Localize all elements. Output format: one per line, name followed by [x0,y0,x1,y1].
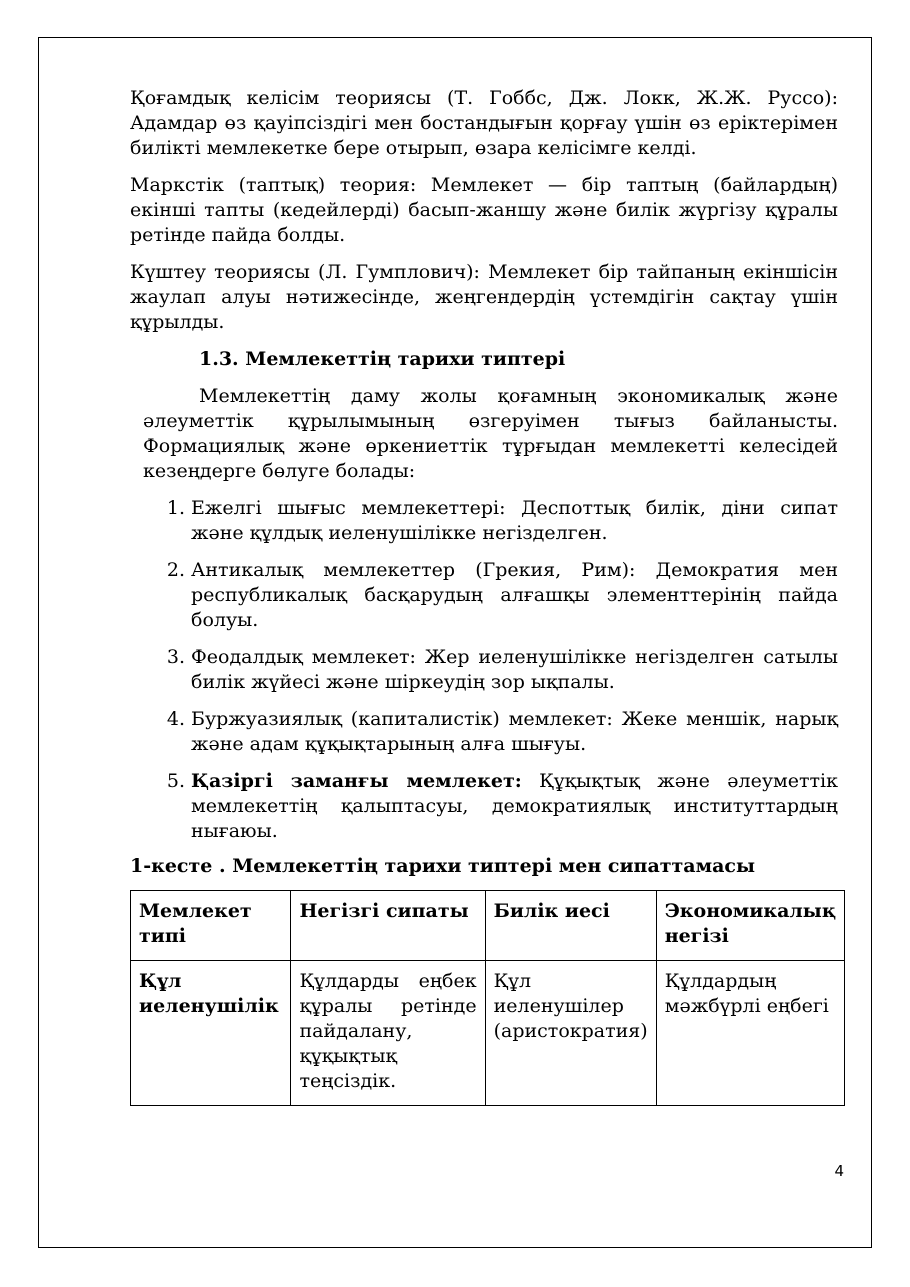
table-row [131,961,845,1106]
list-number: 3. [166,646,185,668]
historical-types-list [130,496,838,844]
paragraph-violence-theory: Күштеу теориясы (Л. Гумплович): Мемлекет бір тайпаның екіншісін жаулап алуы нәтижесінде, жеңгендердің үстемдігін сақтау үшін құрылды. [130,261,838,333]
list-item [130,707,838,757]
list-item [130,769,838,844]
list-item [130,558,838,633]
list-number: 1. [166,497,185,519]
list-text: Буржуазиялық (капиталистік) мемлекет: Жеке меншік, нарық және адам құқықтарының алға шығуы. [191,708,838,755]
table-header-cell: Билік иесі [485,891,656,961]
table-caption: 1-кесте . Мемлекеттің тарихи типтері мен сипаттамасы [130,855,756,877]
list-number: 2. [166,559,185,581]
historical-types-table [130,890,845,1106]
table-cell: Құл иеленушілік [131,961,291,1106]
list-item [130,645,838,695]
table-header-row [131,891,845,961]
document-body [130,86,838,1106]
list-text: Феодалдық мемлекет: Жер иеленушілікке негізделген сатылы билік жүйесі және шіркеудің зор ықпалы. [191,646,838,693]
table-header-cell: Негізгі сипаты [291,891,485,961]
table-cell: Құлдардың мәжбүрлі еңбегі [656,961,844,1106]
page-number: 4 [834,1162,844,1180]
list-bold-lead: Қазіргі заманғы мемлекет: [191,770,522,792]
table-header-cell: Мемлекет типі [131,891,291,961]
list-item [130,496,838,546]
list-text: Ежелгі шығыс мемлекеттері: Деспоттық билік, діни сипат және құлдық иеленушілікке негізделген. [191,497,838,544]
table-cell: Құл иеленушілер (аристократия) [485,961,656,1106]
table-cell: Құлдарды еңбек құралы ретінде пайдалану, құқықтық теңсіздік. [291,961,485,1106]
table-header-cell: Экономикалық негізі [656,891,844,961]
list-number: 5. [166,770,185,792]
paragraph-marxist-theory: Маркстік (таптық) теория: Мемлекет — бір таптың (байлардың) екінші тапты (кедейлерді) басып-жаншу және билік жүргізу құралы ретінде пайда болды. [130,174,838,246]
paragraph-social-contract: Қоғамдық келісім теориясы (Т. Гоббс, Дж. Локк, Ж.Ж. Руссо): Адамдар өз қауіпсіздігі мен бостандығын қорғау үшін өз еріктерімен билікті мемлекетке бере отырып, өзара келісімге келді. [130,87,838,159]
paragraph-intro: Мемлекеттің даму жолы қоғамның экономикалық және әлеуметтік құрылымының өзгеруімен тығыз байланысты. Формациялық және өркениеттік тұрғыдан мемлекетті келесідей кезеңдерге бөлуге болады: [143,385,838,482]
list-text: Антикалық мемлекеттер (Грекия, Рим): Демократия мен республикалық басқарудың алғашқы элементтерінің пайда болуы. [191,559,838,631]
list-text: Қазіргі заманғы мемлекет: Құқықтық және әлеуметтік мемлекеттің қалыптасуы, демократиялық институттардың нығаюы. [191,770,839,842]
list-number: 4. [166,708,185,730]
section-heading: 1.3. Мемлекеттің тарихи типтері [199,348,566,370]
